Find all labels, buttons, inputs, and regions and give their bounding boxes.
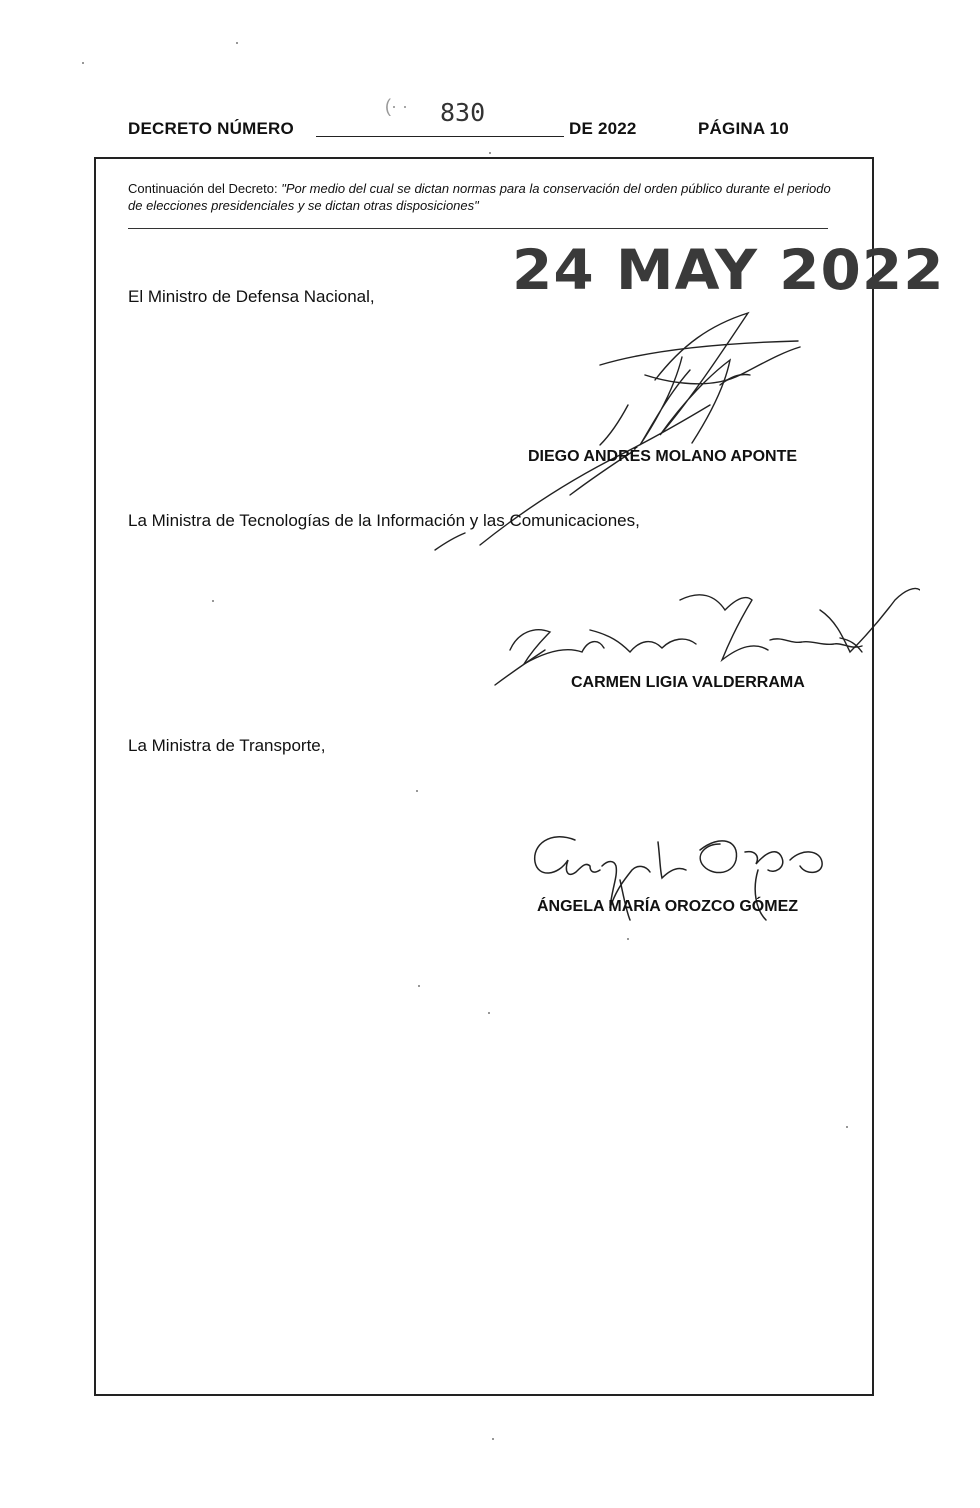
decree-number-line (316, 136, 564, 137)
signatory-name-molano: DIEGO ANDRÉS MOLANO APONTE (528, 448, 798, 465)
scan-speck (82, 62, 84, 64)
decree-number: 830 (440, 98, 486, 127)
role-tic: La Ministra de Tecnologías de la Información y las Comunicaciones, (128, 511, 640, 530)
role-defensa: El Ministro de Defensa Nacional, (128, 287, 375, 306)
signatory-name-orozco: ÁNGELA MARÍA OROZCO GÓMEZ (537, 898, 799, 915)
scan-speck (846, 1126, 848, 1128)
number-stamp-mark: (· · (385, 96, 408, 116)
signatory-name-valderrama: CARMEN LIGIA VALDERRAMA (571, 674, 805, 691)
scan-speck (489, 152, 491, 154)
scan-speck (418, 985, 420, 987)
scan-speck (492, 1438, 494, 1440)
continuation-rule (128, 228, 828, 229)
date-stamp: 24 MAY 2022 (512, 237, 945, 303)
continuation-prefix: Continuación del Decreto: (128, 181, 282, 196)
scan-speck (212, 600, 214, 602)
page-number: PÁGINA 10 (698, 119, 789, 138)
scan-speck (488, 1012, 490, 1014)
scan-speck (416, 790, 418, 792)
scan-speck (627, 938, 629, 940)
decree-year: DE 2022 (569, 119, 637, 138)
continuation-text (128, 180, 848, 214)
scan-speck (236, 42, 238, 44)
continuation-quote: "Por medio del cual se dictan normas para la conservación del orden público durante el periodo de elecciones presidenciales y se dictan otras disposiciones" (128, 181, 831, 213)
role-transporte: La Ministra de Transporte, (128, 736, 326, 755)
decree-number-label: DECRETO NÚMERO (128, 119, 294, 138)
